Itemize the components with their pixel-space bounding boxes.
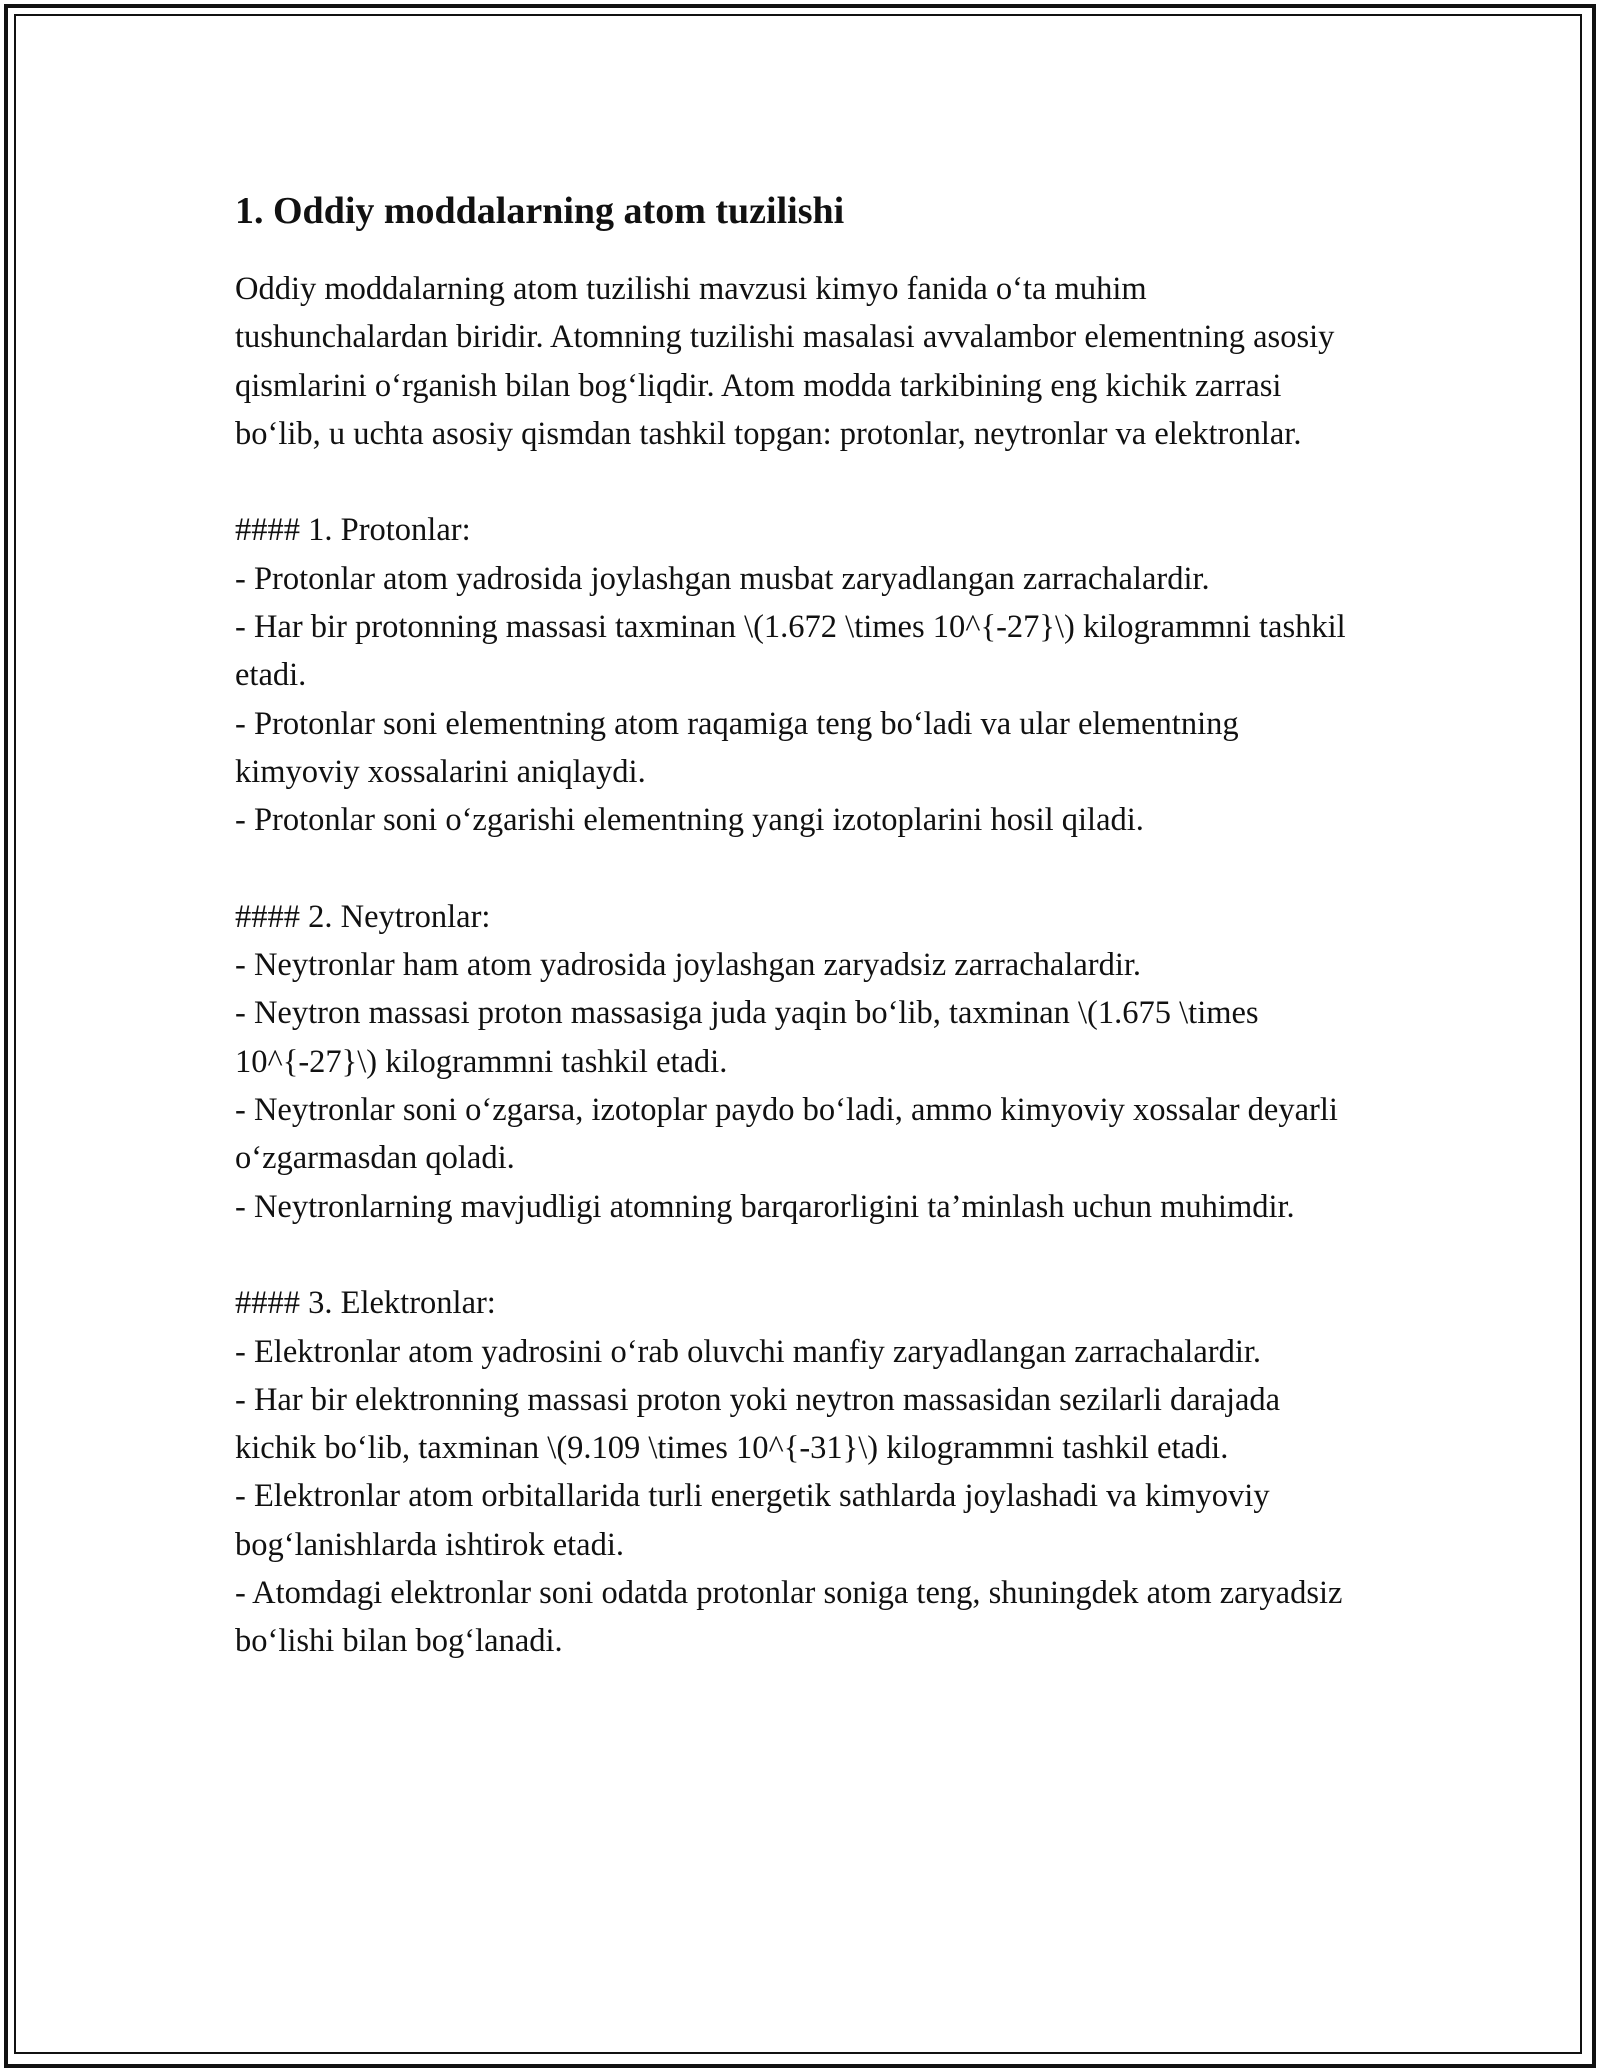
bullet-item: - Neytronlarning mavjudligi atomning barqarorligini ta’minlash uchun muhimdir. bbox=[235, 1188, 1295, 1225]
bullet-item: - Har bir protonning massasi taxminan \(1.672 \times 10^{-27}\) kilogrammni tashkil etadi. bbox=[235, 609, 1346, 694]
section-heading: #### 1. Protonlar: bbox=[235, 512, 471, 549]
bullet-item: - Elektronlar atom orbitallarida turli energetik sathlarda joylashadi va kimyoviy bog‘lanishlarda ishtirok etadi. bbox=[235, 1478, 1270, 1563]
bullet-item: - Protonlar soni o‘zgarishi elementning yangi izotoplarini hosil qiladi. bbox=[235, 802, 1144, 839]
bullet-item: - Neytronlar soni o‘zgarsa, izotoplar paydo bo‘ladi, ammo kimyoviy xossalar deyarli o‘zgarmasdan qoladi. bbox=[235, 1092, 1338, 1177]
section-elektronlar bbox=[235, 1279, 1365, 1665]
section-heading: #### 2. Neytronlar: bbox=[235, 898, 491, 935]
bullet-item: - Protonlar atom yadrosida joylashgan musbat zaryadlangan zarrachalardir. bbox=[235, 560, 1210, 597]
bullet-item: - Neytron massasi proton massasiga juda yaqin bo‘lib, taxminan \(1.675 \times 10^{-27}\) kilogrammni tashkil etadi. bbox=[235, 995, 1259, 1080]
bullet-item: - Neytronlar ham atom yadrosida joylashgan zaryadsiz zarrachalardir. bbox=[235, 947, 1142, 984]
bullet-item: - Protonlar soni elementning atom raqamiga teng bo‘ladi va ular elementning kimyoviy xossalarini aniqlaydi. bbox=[235, 705, 1239, 790]
bullet-item: - Elektronlar atom yadrosini o‘rab oluvchi manfiy zaryadlangan zarrachalardir. bbox=[235, 1333, 1262, 1370]
section-neytronlar bbox=[235, 893, 1365, 1231]
section-protonlar bbox=[235, 506, 1365, 844]
document-title: 1. Oddiy moddalarning atom tuzilishi bbox=[235, 190, 845, 232]
bullet-item: - Atomdagi elektronlar soni odatda protonlar soniga teng, shuningdek atom zaryadsiz bo‘lishi bilan bog‘lanadi. bbox=[235, 1575, 1343, 1660]
document-body bbox=[235, 187, 1365, 1666]
intro-paragraph: Oddiy moddalarning atom tuzilishi mavzusi kimyo fanida o‘ta muhim tushunchalardan biridir. Atomning tuzilishi masalasi avvalambor elementning asosiy qismlarini o‘rganish bilan bog‘liqdir. Atom modda tarkibining eng kichik zarrasi bo‘lib, u uchta asosiy qismdan tashkil topgan: protonlar, neytronlar va elektronlar. bbox=[235, 271, 1335, 452]
section-heading: #### 3. Elektronlar: bbox=[235, 1285, 496, 1322]
bullet-item: - Har bir elektronning massasi proton yoki neytron massasidan sezilarli darajada kichik bo‘lib, taxminan \(9.109 \times 10^{-31}\) kilogrammni tashkil etadi. bbox=[235, 1381, 1281, 1467]
